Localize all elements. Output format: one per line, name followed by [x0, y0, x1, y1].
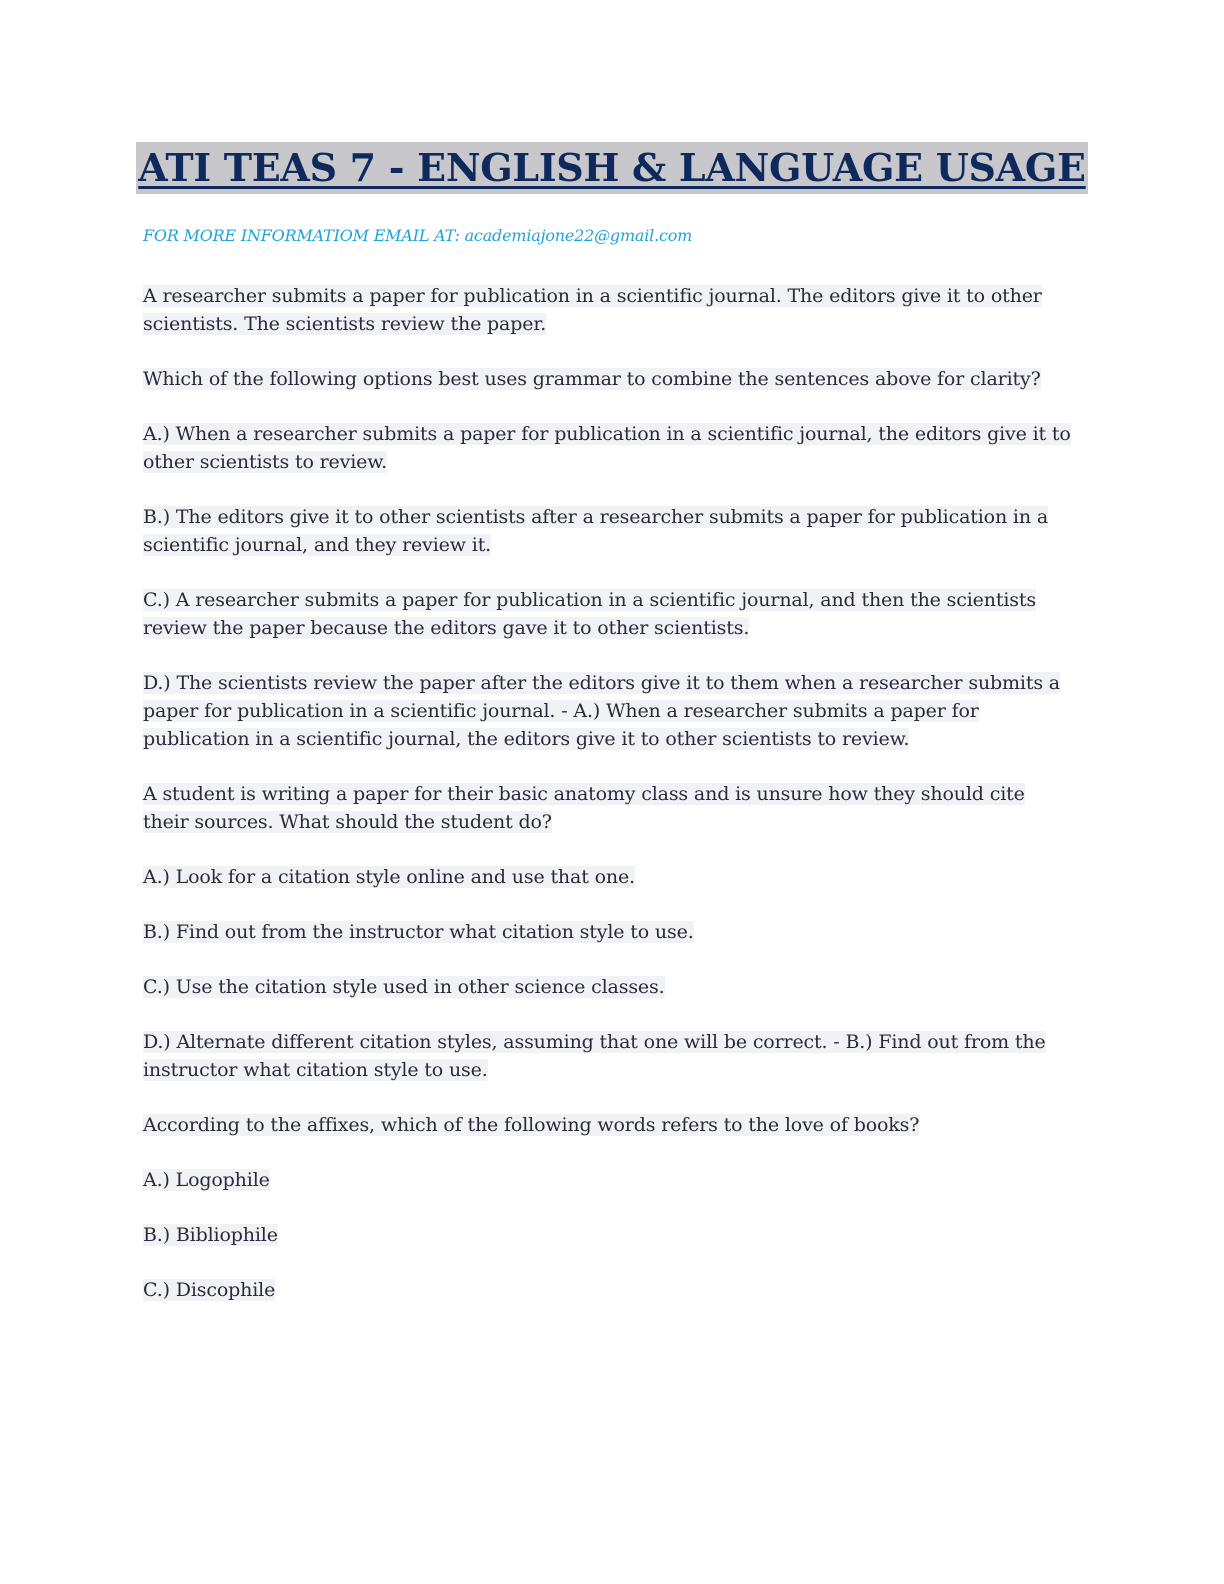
question-1-option-b: [143, 503, 1073, 559]
paragraph-text: D.) Alternate different citation styles, assuming that one will be correct. - B.) Find out from the instructor what citation style to use.: [143, 1031, 1046, 1081]
question-2-option-a: [143, 863, 1073, 891]
paragraph-text: C.) Discophile: [143, 1279, 276, 1301]
question-3-option-a: [143, 1166, 1073, 1194]
paragraph-text: B.) Find out from the instructor what citation style to use.: [143, 921, 694, 943]
paragraph-text: A.) Logophile: [143, 1169, 270, 1191]
paragraph-text: A.) Look for a citation style online and use that one.: [143, 866, 635, 888]
paragraph-text: A researcher submits a paper for publication in a scientific journal. The editors give it to other scientists. The scientists review the paper.: [143, 285, 1042, 335]
question-2-prompt: [143, 780, 1073, 836]
document-body: [143, 282, 1073, 1331]
question-1-option-c: [143, 586, 1073, 642]
question-3-option-b: [143, 1221, 1073, 1249]
question-1-option-d-answer: [143, 669, 1073, 753]
email-contact-line: FOR MORE INFORMATIOM EMAIL AT: academiajone22@gmail.com: [143, 226, 693, 245]
page-title: ATI TEAS 7 - ENGLISH & LANGUAGE USAGE: [136, 142, 1087, 194]
title-container: [0, 142, 1224, 194]
question-3-prompt: [143, 1111, 1073, 1139]
question-1-passage: [143, 282, 1073, 338]
paragraph-text: C.) Use the citation style used in other science classes.: [143, 976, 665, 998]
question-1-option-a: [143, 420, 1073, 476]
question-1-prompt: [143, 365, 1073, 393]
paragraph-text: Which of the following options best uses grammar to combine the sentences above for clarity?: [143, 368, 1041, 390]
paragraph-text: B.) Bibliophile: [143, 1224, 278, 1246]
paragraph-text: A.) When a researcher submits a paper for publication in a scientific journal, the editors give it to other scientists to review.: [143, 423, 1071, 473]
question-2-option-b: [143, 918, 1073, 946]
paragraph-text: According to the affixes, which of the following words refers to the love of books?: [143, 1114, 920, 1136]
paragraph-text: D.) The scientists review the paper after the editors give it to them when a researcher submits a paper for publication in a scientific journal. - A.) When a researcher submits a paper for publication in a scientific journal, the editors give it to other scientists to review.: [143, 672, 1060, 750]
question-3-option-c: [143, 1276, 1073, 1304]
paragraph-text: A student is writing a paper for their basic anatomy class and is unsure how they should cite their sources. What should the student do?: [143, 783, 1025, 833]
paragraph-text: B.) The editors give it to other scientists after a researcher submits a paper for publication in a scientific journal, and they review it.: [143, 506, 1049, 556]
question-2-option-d-answer: [143, 1028, 1073, 1084]
paragraph-text: C.) A researcher submits a paper for publication in a scientific journal, and then the scientists review the paper because the editors gave it to other scientists.: [143, 589, 1036, 639]
question-2-option-c: [143, 973, 1073, 1001]
